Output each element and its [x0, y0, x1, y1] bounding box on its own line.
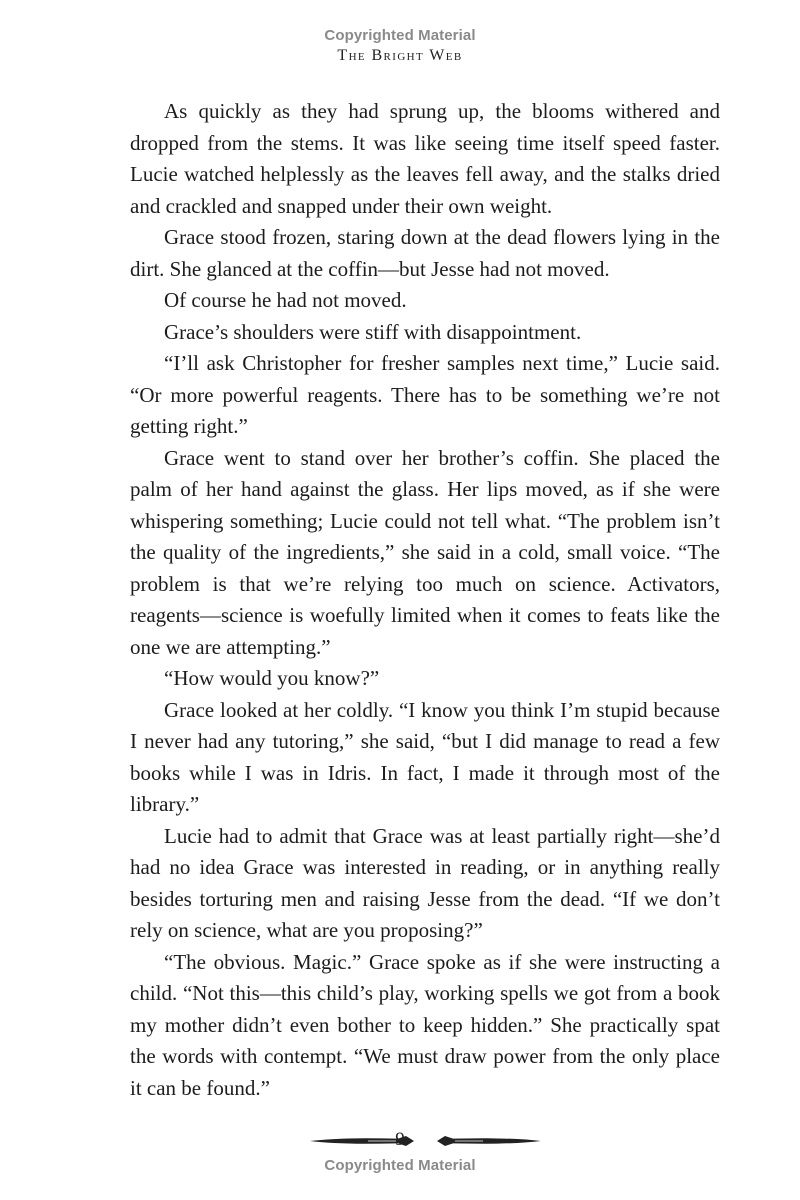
watermark-bottom: Copyrighted Material: [324, 1157, 476, 1174]
paragraph: As quickly as they had sprung up, the blooms withered and dropped from the stems. It was like seeing time itself speed faster. Lucie watched helplessly as the leaves fell away, and the stalks dried and crackled and snapped under their own weight.: [130, 99, 720, 218]
right-flourish-icon: [436, 1135, 541, 1147]
paragraph: Grace’s shoulders were stiff with disappointment.: [164, 319, 582, 344]
folio: [0, 1129, 800, 1153]
watermark-top: Copyrighted Material: [324, 27, 476, 44]
paragraph: “I’ll ask Christopher for fresher samples next time,” Lucie said. “Or more powerful reagents. There has to be something we’re not getting right.”: [130, 351, 720, 438]
running-head: The Bright Web: [337, 47, 463, 64]
paragraph: Grace looked at her coldly. “I know you think I’m stupid because I never had any tutoring,” she said, “but I did manage to read a few books while I was in Idris. In fact, I made it through most of the library.”: [130, 697, 720, 816]
paragraph: “How would you know?”: [164, 666, 380, 690]
body-text: [130, 96, 720, 1104]
paragraph: Lucie had to admit that Grace was at least partially right—she’d had no idea Grace was interested in reading, or in anything really besides torturing men and raising Jesse from the dead. “If we don’t rely on science, what are you proposing?”: [130, 823, 720, 942]
paragraph: Grace went to stand over her brother’s coffin. She placed the palm of her hand against the glass. Her lips moved, as if she were whispering something; Lucie could not tell what. “The problem isn’t the quality of the ingredients,” she said in a cold, small voice. “The problem is that we’re relying too much on science. Activators, reagents—science is woefully limited when it comes to feats like the one we are attempting.”: [130, 445, 720, 659]
paragraph: Of course he had not moved.: [164, 288, 407, 312]
paragraph: “The obvious. Magic.” Grace spoke as if she were instructing a child. “Not this—this child’s play, working spells we got from a book my mother didn’t even bother to keep hidden.” She practically spat the words with contempt. “We must draw power from the only place it can be found.”: [130, 949, 720, 1100]
paragraph: Grace stood frozen, staring down at the dead flowers lying in the dirt. She glanced at the coffin—but Jesse had not moved.: [130, 225, 720, 281]
page-number: 9: [395, 1129, 405, 1150]
